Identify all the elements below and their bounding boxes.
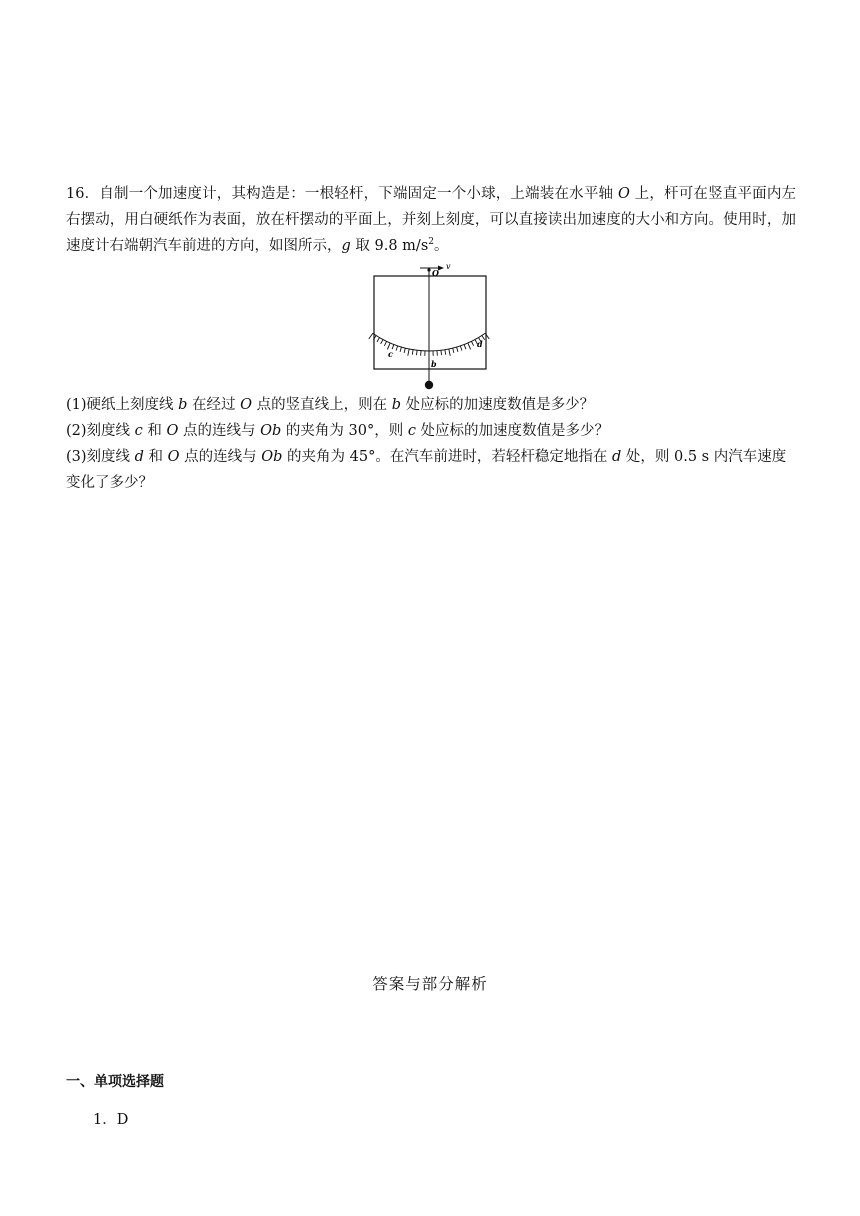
scale-tick <box>457 347 458 352</box>
scale-tick <box>408 349 409 356</box>
label-c: c <box>388 349 393 359</box>
accelerometer-figure <box>366 258 496 394</box>
question-list <box>66 392 796 496</box>
scale-tick <box>369 333 373 339</box>
scale-tick <box>400 347 401 352</box>
scale-tick <box>445 350 446 355</box>
scale-tick <box>441 350 442 355</box>
question-2: (2)刻度线 c 和 O 点的连线与 Ob 的夹角为 30°，则 c 处应标的加速度数值是多少？ <box>66 423 610 439</box>
section-heading: 一、单项选择题 <box>66 1074 164 1090</box>
label-b: b <box>431 359 437 369</box>
scale-tick <box>381 340 383 344</box>
problem-statement: 16．自制一个加速度计，其构造是：一根轻杆，下端固定一个小球，上端装在水平轴 O 上，杆可在竖直平面内左右摆动，用白硬纸作为表面，放在杆摆动的平面上，并刻上刻度，可以直接读出加速度的大小和方向。使用时，加速度计右端朝汽车前进的方向，如图所示，g 取 9.8 $m/s^2$。 <box>66 186 797 254</box>
answers-heading: 答案与部分解析 <box>372 975 488 993</box>
scale-tick <box>404 348 405 353</box>
scale-tick <box>471 341 473 346</box>
question-1: (1)硬纸上刻度线 b 在经过 O 点的竖直线上，则在 b 处应标的加速度数值是多少？ <box>66 397 595 413</box>
accelerometer-diagram <box>366 258 496 394</box>
label-O: O <box>432 268 439 278</box>
scale-tick <box>449 349 450 356</box>
question-3: (3)刻度线 d 和 O 点的连线与 Ob 的夹角为 45°。在汽车前进时，若轻杆稳定地指在 d 处，则 0.5 s 内汽车速度变化了多少？ <box>66 449 787 491</box>
problem-16 <box>66 181 796 259</box>
scale-tick <box>396 346 398 351</box>
scale-tick <box>377 338 380 342</box>
scale-tick <box>453 348 454 353</box>
scale-tick <box>464 344 466 349</box>
scale-tick <box>416 350 417 355</box>
scale-tick <box>412 350 413 355</box>
answer-item-1: 1．D <box>93 1112 129 1128</box>
ball <box>425 381 433 389</box>
scale-tick <box>460 346 462 351</box>
scale-tick <box>384 341 386 346</box>
problem-number: 16． <box>66 186 100 202</box>
label-d: d <box>477 339 483 349</box>
label-v: v <box>446 262 451 271</box>
scale-tick <box>468 343 471 349</box>
